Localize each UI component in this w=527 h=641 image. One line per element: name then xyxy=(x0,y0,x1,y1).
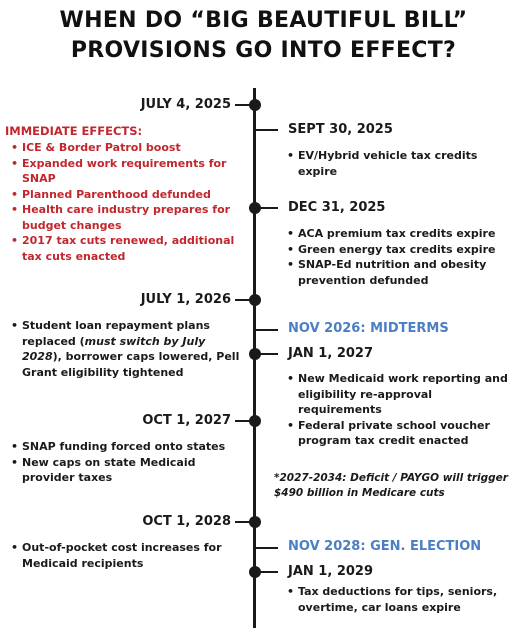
list-item: • New Medicaid work reporting and eligibility re-approval requirements xyxy=(286,371,508,418)
list-item-text: ), borrower caps lowered, Pell Grant eligibility tightened xyxy=(22,350,240,379)
date-jan-2027: JAN 1, 2027 xyxy=(288,346,373,361)
oct-2027-list xyxy=(10,439,244,486)
list-item: • Out-of-pocket cost increases for Medicaid recipients xyxy=(10,540,244,571)
date-dec-2025: DEC 31, 2025 xyxy=(288,200,386,215)
deficit-paygo-note: *2027-2034: Deficit / PAYGO will trigger $490 billion in Medicare cuts xyxy=(274,472,508,499)
july-2026-list xyxy=(10,318,244,380)
list-item: • 2017 tax cuts renewed, additional tax cuts enacted xyxy=(10,233,242,264)
timeline-dot-july-2026 xyxy=(249,294,261,306)
timeline-dot-dec-2025 xyxy=(249,202,261,214)
sept-2025-list xyxy=(286,148,508,179)
list-item: • Tax deductions for tips, seniors, overtime, car loans expire xyxy=(286,584,508,615)
date-july-2026: JULY 1, 2026 xyxy=(140,292,231,307)
list-item: • Green energy tax credits expire xyxy=(286,242,508,258)
oct-2028-list xyxy=(10,540,244,571)
connector-nov-2026 xyxy=(256,329,278,331)
jan-2029-list xyxy=(286,584,508,615)
list-item: • ICE & Border Patrol boost xyxy=(10,140,242,156)
list-item: • Expanded work requirements for SNAP xyxy=(10,156,242,187)
title-line-2: PROVISIONS GO INTO EFFECT? xyxy=(70,38,457,63)
list-item: • Planned Parenthood defunded xyxy=(10,187,242,203)
connector-nov-2028 xyxy=(256,547,278,549)
list-item-text: Student loan repayment plans replaced ( xyxy=(22,319,210,348)
timeline-dot-jan-2027 xyxy=(249,348,261,360)
list-item-emphasis: must switch by July 2028 xyxy=(22,334,206,363)
list-item: • Health care industry prepares for budget changes xyxy=(10,202,242,233)
date-july-2025: JULY 4, 2025 xyxy=(140,97,231,112)
timeline-dot-oct-2027 xyxy=(249,415,261,427)
list-item: • ACA premium tax credits expire xyxy=(286,226,508,242)
date-oct-2028: OCT 1, 2028 xyxy=(142,514,231,529)
date-nov-2026-midterms: NOV 2026: MIDTERMS xyxy=(288,321,449,336)
dec-2025-list xyxy=(286,226,508,288)
timeline-dot-july-2025 xyxy=(249,99,261,111)
timeline-dot-oct-2028 xyxy=(249,516,261,528)
list-item: • New caps on state Medicaid provider taxes xyxy=(10,455,244,486)
immediate-effects-list xyxy=(10,140,242,264)
date-sept-2025: SEPT 30, 2025 xyxy=(288,122,393,137)
list-item: • SNAP-Ed nutrition and obesity prevention defunded xyxy=(286,257,508,288)
date-nov-2028-election: NOV 2028: GEN. ELECTION xyxy=(288,539,482,554)
jan-2027-list xyxy=(286,371,508,449)
list-item: • SNAP funding forced onto states xyxy=(10,439,244,455)
title-line-1: WHEN DO “BIG BEAUTIFUL BILL” xyxy=(59,8,468,33)
list-item xyxy=(10,318,244,380)
date-jan-2029: JAN 1, 2029 xyxy=(288,564,373,579)
page-title xyxy=(0,6,527,66)
list-item: • EV/Hybrid vehicle tax credits expire xyxy=(286,148,508,179)
immediate-effects-heading: IMMEDIATE EFFECTS: xyxy=(5,124,143,138)
date-oct-2027: OCT 1, 2027 xyxy=(142,413,231,428)
connector-sept-2025 xyxy=(256,129,278,131)
list-item: • Federal private school voucher program tax credit enacted xyxy=(286,418,508,449)
timeline-dot-jan-2029 xyxy=(249,566,261,578)
